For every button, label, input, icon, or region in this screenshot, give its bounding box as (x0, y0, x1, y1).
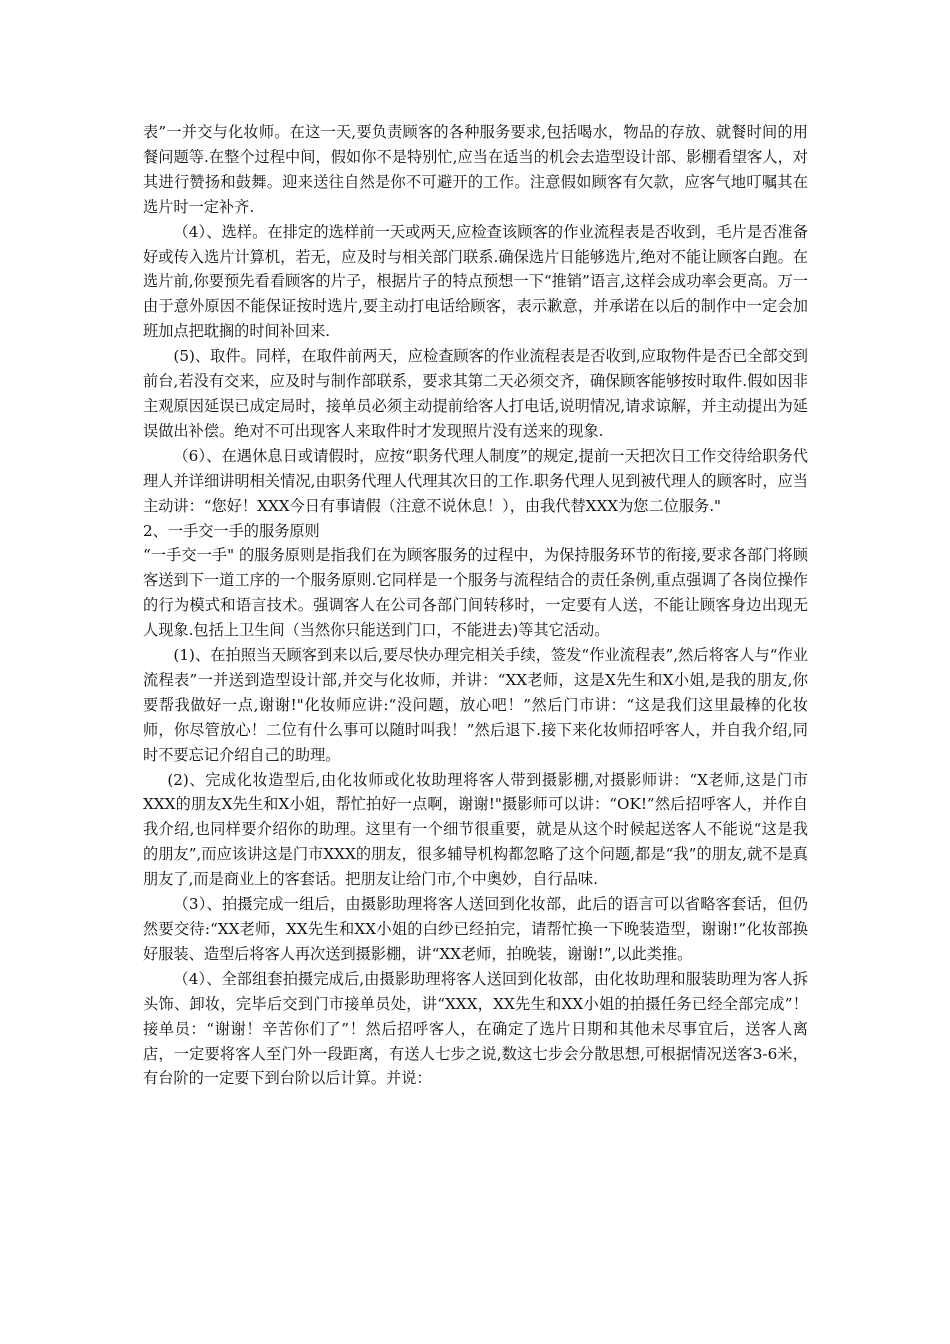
section-heading: 2、一手交一手的服务原则 (143, 521, 320, 540)
document-page (143, 120, 808, 1091)
paragraph-5: “一手交一手" 的服务原则是指我们在为顾客服务的过程中，为保持服务环节的衔接,要求各部门将顾客送到下一道工序的一个服务原则.它同样是一个服务与流程结合的责任条例,重点强调了各岗位操作的行为模式和语言技术。强调客人在公司各部门间转移时，一定要有人送，不能让顾客身边出现无人现象.包括上卫生间（当然你只能送到门口，不能进去)等其它活动。 (143, 546, 808, 640)
paragraph-2: （4）、选样。在排定的选样前一天或两天,应检查该顾客的作业流程表是否收到，毛片是否准备好或传入选片计算机，若无，应及时与相关部门联系.确保选片日能够选片,绝对不能让顾客白跑。在选片前,你要预先看看顾客的片子，根据片子的特点预想一下“推销”语言,这样会成功率会更高。万一由于意外原因不能保证按时选片,要主动打电话给顾客，表示歉意，并承诺在以后的制作中一定会加班加点把耽搁的时间补回来. (143, 222, 808, 341)
paragraph-1: 表”一并交与化妆师。在这一天,要负责顾客的各种服务要求,包括喝水，物品的存放、就餐时间的用餐问题等.在整个过程中间，假如你不是特别忙,应当在适当的机会去造型设计部、影棚看望客人，对其进行赞扬和鼓舞。迎来送往自然是你不可避开的工作。注意假如顾客有欠款，应客气地叮嘱其在选片时一定补齐. (143, 123, 808, 216)
paragraph-4: （6）、在遇休息日或请假时，应按“职务代理人制度”的规定,提前一天把次日工作交待给职务代理人并详细讲明相关情况,由职务代理人代理其次日的工作.职务代理人见到被代理人的顾客时，应当主动讲：“您好！XXX今日有事请假（注意不说休息！），由我代替XXX为您二位服务." (143, 446, 808, 515)
paragraph-3: (5)、取件。同样，在取件前两天，应检查顾客的作业流程表是否收到,应取物件是否已全部交到前台,若没有交来，应及时与制作部联系，要求其第二天必须交齐，确保顾客能够按时取件.假如因非主观原因延误已成定局时，接单员必须主动提前给客人打电话,说明情况,请求谅解，并主动提出为延误做出补偿。绝对不可出现客人来取件时才发现照片没有送来的现象. (143, 347, 808, 440)
paragraph-8: （3）、拍摄完成一组后，由摄影助理将客人送回到化妆部，此后的语言可以省略客套话，但仍然要交待:“XX老师，XX先生和XX小姐的白纱已经拍完，请帮忙换一下晚装造型，谢谢!”化妆部换好服装、造型后将客人再次送到摄影棚，讲“XX老师，拍晚装，谢谢!”,以此类推。 (143, 895, 808, 963)
paragraph-7: (2)、完成化妆造型后,由化妆师或化妆助理将客人带到摄影棚,对摄影师讲：“X老师,这是门市XXX的朋友X先生和X小姐，帮忙拍好一点啊，谢谢!"摄影师可以讲：“OK!”然后招呼客人，并作自我介绍,也同样要介绍你的助理。这里有一个细节很重要，就是从这个时候起送客人不能说“这是我的朋友”,而应该讲这是门市XXX的朋友，很多辅导机构都忽略了这个问题,都是“我”的朋友,就不是真朋友了,而是商业上的客套话。把朋友让给门市,个中奥妙，自行品味. (143, 770, 808, 889)
paragraph-6: (1)、在拍照当天顾客到来以后,要尽快办理完相关手续，签发“作业流程表”,然后将客人与“作业流程表”一并送到造型设计部,并交与化妆师，并讲：“XX老师，这是X先生和X小姐,是我的朋友,你要帮我做好一点,谢谢!"化妆师应讲:“没问题，放心吧！”然后门市讲：“这是我们这里最棒的化妆师，你尽管放心！二位有什么事可以随时叫我！”然后退下.接下来化妆师招呼客人，并自我介绍,同时不要忘记介绍自己的助理。 (143, 646, 808, 764)
paragraph-9: （4）、全部组套拍摄完成后,由摄影助理将客人送回到化妆部，由化妆助理和服装助理为客人拆头饰、卸妆，完毕后交到门市接单员处，讲“XXX，XX先生和XX小姐的拍摄任务已经全部完成”！接单员：“谢谢！辛苦你们了”！然后招呼客人，在确定了选片日期和其他未尽事宜后，送客人离店，一定要将客人至门外一段距离，有送人七步之说,数这七步会分散思想,可根据情况送客3-6米，有台阶的一定要下到台阶以后计算。并说： (143, 969, 808, 1088)
